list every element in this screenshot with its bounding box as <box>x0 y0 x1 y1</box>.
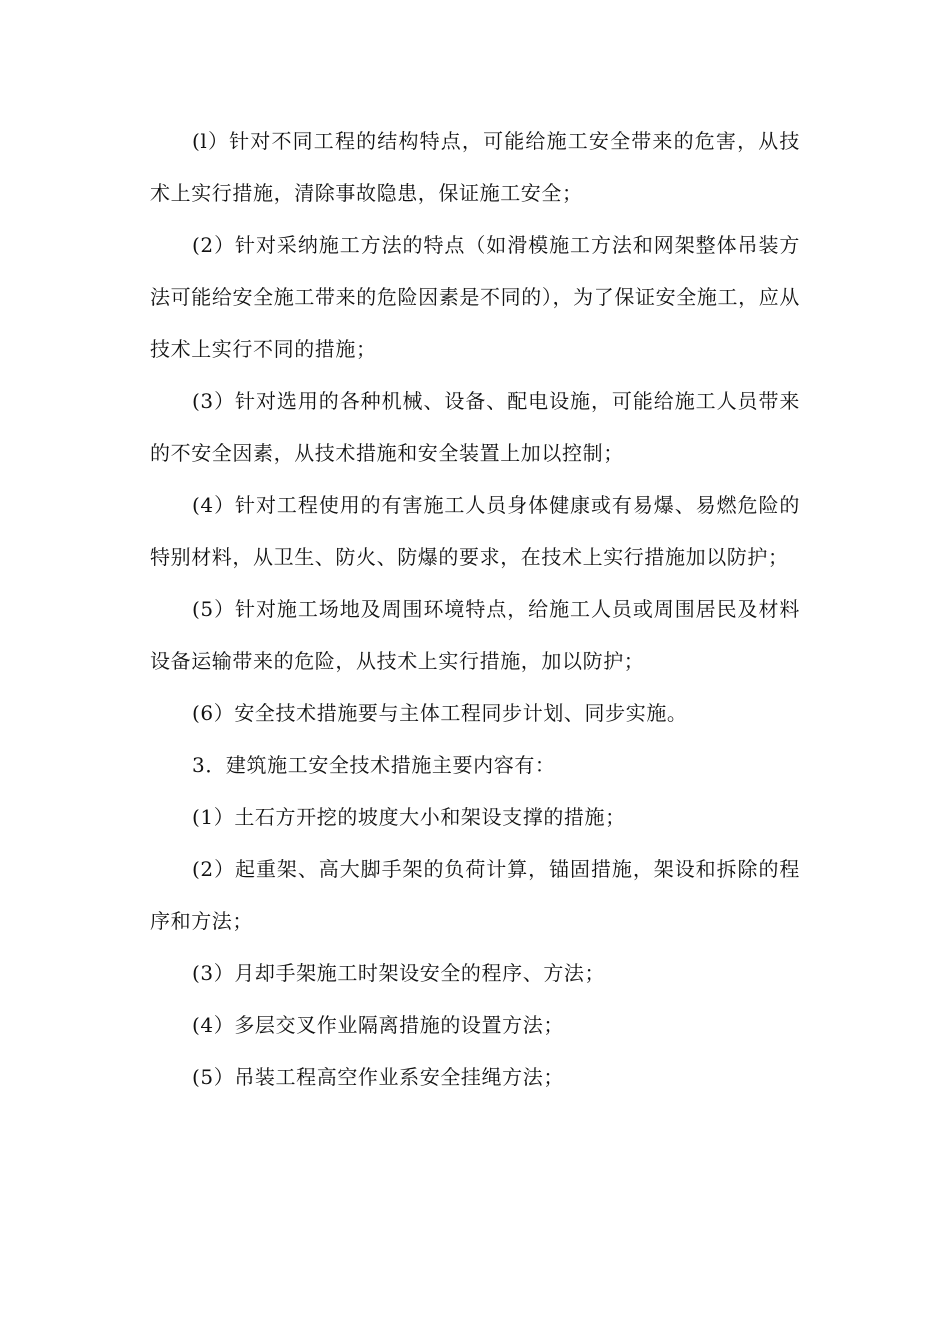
list-item-3: (3）月却手架施工时架设安全的程序、方法； <box>192 961 606 985</box>
list-item-4: (4）多层交叉作业隔离措施的设置方法； <box>192 1013 564 1037</box>
section-heading-3: 3．建筑施工安全技术措施主要内容有： <box>192 753 556 777</box>
list-item-5: (5）吊装工程高空作业系安全挂绳方法； <box>192 1065 564 1089</box>
paragraph-1: (l）针对不同工程的结构特点，可能给施工安全带来的危害，从技术上实行措施，清除事故隐患，保证施工安全； <box>150 129 800 205</box>
paragraph-2: (2）针对采纳施工方法的特点（如滑模施工方法和网架整体吊装方法可能给安全施工带来的危险因素是不同的），为了保证安全施工，应从技术上实行不同的措施； <box>150 233 800 361</box>
paragraph-5: (5）针对施工场地及周围环境特点，给施工人员或周围居民及材料设备运输带来的危险，从技术上实行措施，加以防护； <box>150 597 800 673</box>
document-body <box>150 115 800 1103</box>
paragraph-4: (4）针对工程使用的有害施工人员身体健康或有易爆、易燃危险的特别材料，从卫生、防火、防爆的要求，在技术上实行措施加以防护； <box>150 493 800 569</box>
paragraph-6: (6）安全技术措施要与主体工程同步计划、同步实施。 <box>192 701 688 725</box>
list-item-1: (1）土石方开挖的坡度大小和架设支撑的措施； <box>192 805 626 829</box>
list-item-2: (2）起重架、高大脚手架的负荷计算，锚固措施，架设和拆除的程序和方法； <box>150 857 800 933</box>
paragraph-3: (3）针对选用的各种机械、设备、配电设施，可能给施工人员带来的不安全因素，从技术措施和安全装置上加以控制； <box>150 389 800 465</box>
